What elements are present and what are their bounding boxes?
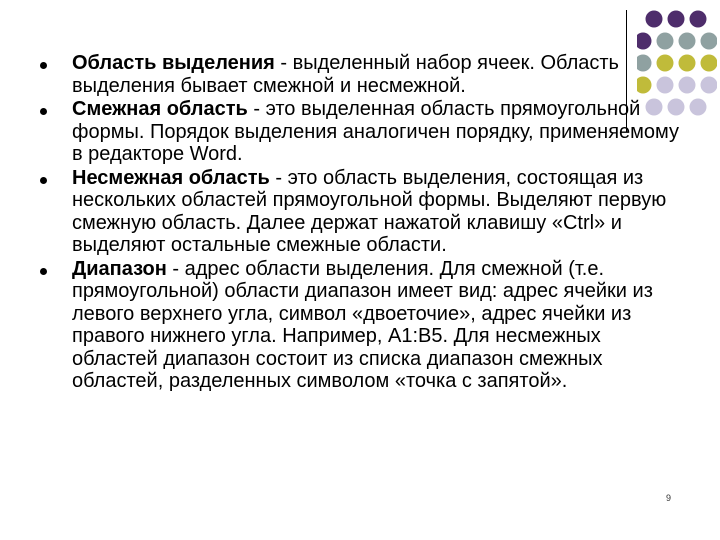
list-item (40, 98, 690, 166)
term-noncontiguous-area: Несмежная область (72, 166, 270, 189)
term-selection-area: Область выделения (72, 52, 275, 74)
decorative-dot (668, 11, 685, 28)
definition-text: - это выделенная область прямоугольной формы. Порядок выделения аналогичен порядку, применяемому в редакторе Word. (72, 98, 679, 165)
decorative-dot (657, 33, 674, 50)
list-item (40, 258, 690, 393)
bullet-list (40, 52, 690, 394)
decorative-dot (646, 11, 663, 28)
definition-text: - это область выделения, состоящая из нескольких областей прямоугольной формы. Выделяют первую смежную область. Далее держат нажатой клавишу «Ctrl» и выделяют остальные смежные области. (72, 166, 667, 256)
definition-text: - адрес области выделения. Для смежной (т.е. прямоугольной) области диапазон имеет вид: адрес ячейки из левого верхнего угла, символ «двоеточие», адрес ячейки из правого нижнего угла. Например, А1:В5. Для несмежных областей диапазон состоит из списка диапазон смежных областей, разделенных символом «точка с запятой». (72, 257, 653, 392)
decorative-dot (690, 11, 707, 28)
definition-text: - выделенный набор ячеек. Область выделения бывает смежной и несмежной. (72, 52, 619, 97)
decorative-dot (679, 33, 696, 50)
term-range: Диапазон (72, 257, 167, 280)
decorative-dot (701, 55, 718, 72)
bullet-marker (40, 268, 47, 275)
bullet-marker (40, 177, 47, 184)
decorative-dot (701, 77, 718, 94)
bullet-marker (40, 62, 47, 69)
bullet-marker (40, 108, 47, 115)
decorative-dot (701, 33, 718, 50)
list-item (40, 167, 690, 257)
list-item (40, 52, 690, 97)
page-number: 9 (666, 493, 672, 503)
term-contiguous-area: Смежная область (72, 98, 248, 120)
decorative-dot (690, 99, 707, 116)
decorative-dot (637, 33, 652, 50)
